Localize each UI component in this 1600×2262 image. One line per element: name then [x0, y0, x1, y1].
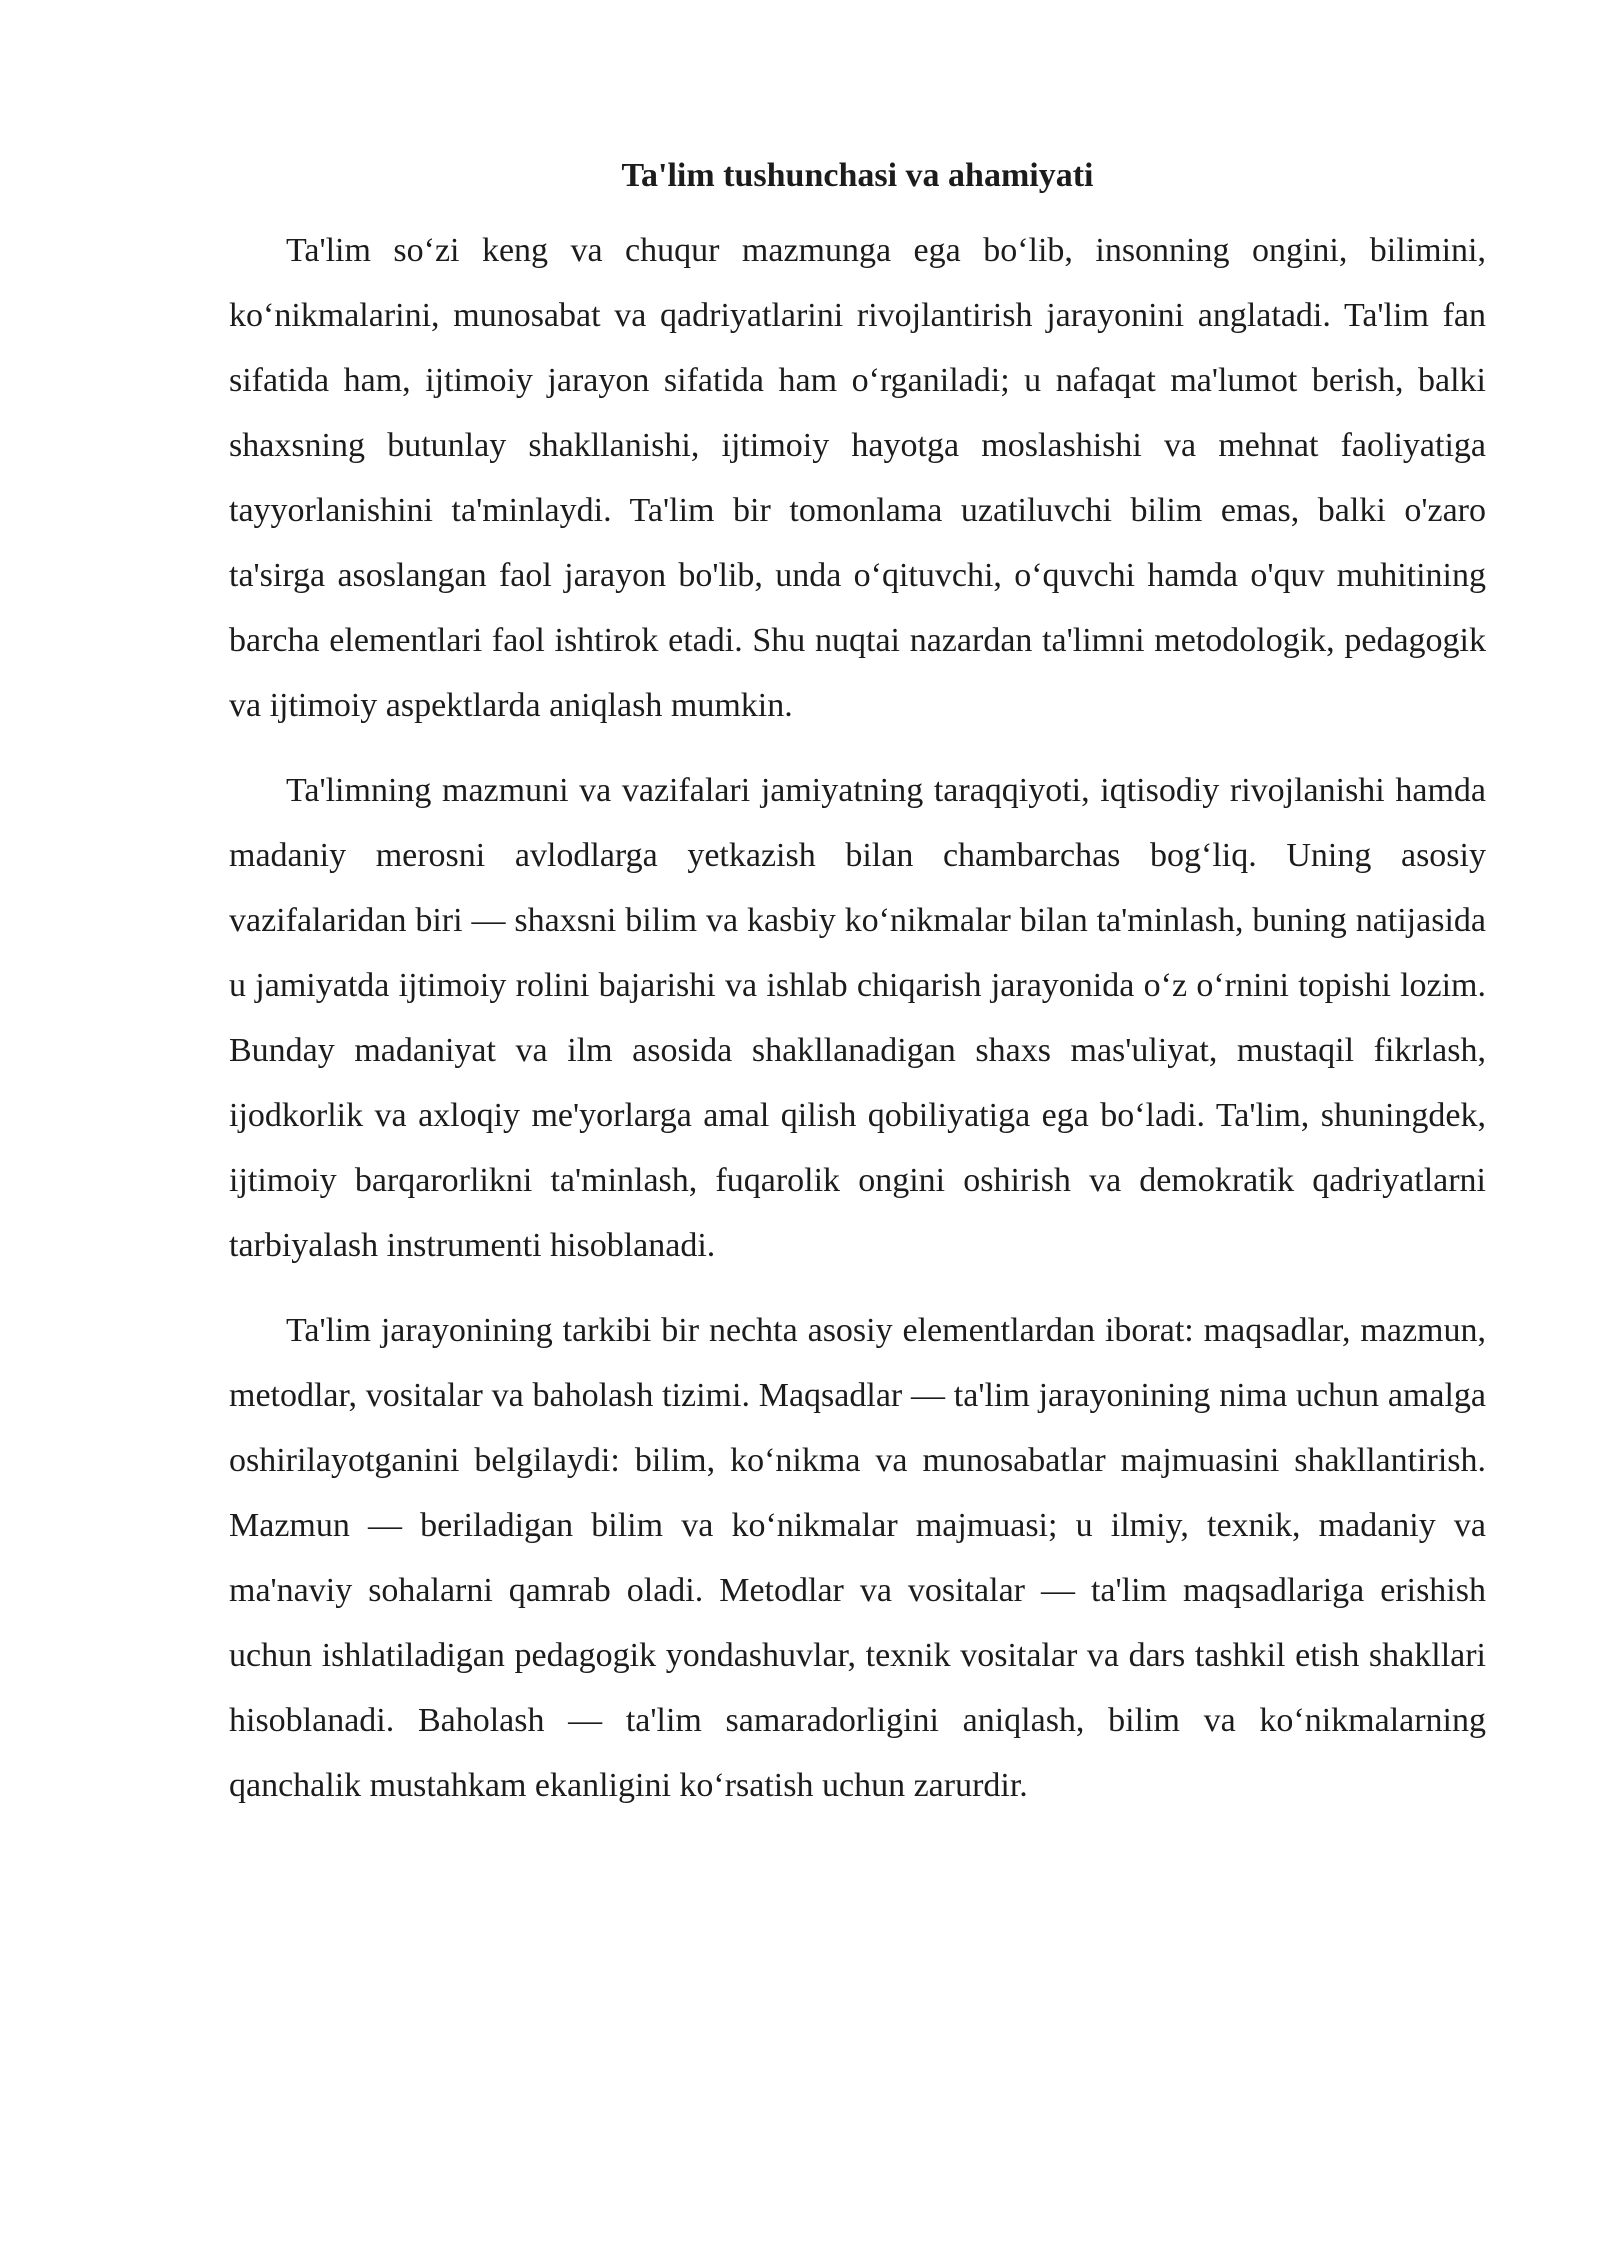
document-page [229, 148, 1486, 1838]
paragraph-3: Ta'lim jarayonining tarkibi bir nechta asosiy elementlardan iborat: maqsadlar, mazmun, metodlar, vositalar va baholash tizimi. Maqsadlar — ta'lim jarayonining nima uchun amalga oshirilayotganini belgilaydi: bilim, ko‘nikma va munosabatlar majmuasini shakllantirish. Mazmun — beriladigan bilim va ko‘nikmalar majmuasi; u ilmiy, texnik, madaniy va ma'naviy sohalarni qamrab oladi. Metodlar va vositalar — ta'lim maqsadlariga erishish uchun ishlatiladigan pedagogik yondashuvlar, texnik vositalar va dars tashkil etish shakllari hisoblanadi. Baholash — ta'lim samaradorligini aniqlash, bilim va ko‘nikmalarning qanchalik mustahkam ekanligini ko‘rsatish uchun zarurdir. [229, 1312, 1486, 1804]
paragraph-2: Ta'limning mazmuni va vazifalari jamiyatning taraqqiyoti, iqtisodiy rivojlanishi hamda madaniy merosni avlodlarga yetkazish bilan chambarchas bog‘liq. Uning asosiy vazifalaridan biri — shaxsni bilim va kasbiy ko‘nikmalar bilan ta'minlash, buning natijasida u jamiyatda ijtimoiy rolini bajarishi va ishlab chiqarish jarayonida o‘z o‘rnini topishi lozim. Bunday madaniyat va ilm asosida shakllanadigan shaxs mas'uliyat, mustaqil fikrlash, ijodkorlik va axloqiy me'yorlarga amal qilish qobiliyatiga ega bo‘ladi. Ta'lim, shuningdek, ijtimoiy barqarorlikni ta'minlash, fuqarolik ongini oshirish va demokratik qadriyatlarni tarbiyalash instrumenti hisoblanadi. [229, 772, 1486, 1264]
paragraph-1: Ta'lim so‘zi keng va chuqur mazmunga ega bo‘lib, insonning ongini, bilimini, ko‘nikmalarini, munosabat va qadriyatlarini rivojlantirish jarayonini anglatadi. Ta'lim fan sifatida ham, ijtimoiy jarayon sifatida ham o‘rganiladi; u nafaqat ma'lumot berish, balki shaxsning butunlay shakllanishi, ijtimoiy hayotga moslashishi va mehnat faoliyatiga tayyorlanishini ta'minlaydi. Ta'lim bir tomonlama uzatiluvchi bilim emas, balki o'zaro ta'sirga asoslangan faol jarayon bo'lib, unda o‘qituvchi, o‘quvchi hamda o'quv muhitining barcha elementlari faol ishtirok etadi. Shu nuqtai nazardan ta'limni metodologik, pedagogik va ijtimoiy aspektlarda aniqlash mumkin. [229, 232, 1486, 724]
document-title: Ta'lim tushunchasi va ahamiyati [621, 157, 1094, 194]
